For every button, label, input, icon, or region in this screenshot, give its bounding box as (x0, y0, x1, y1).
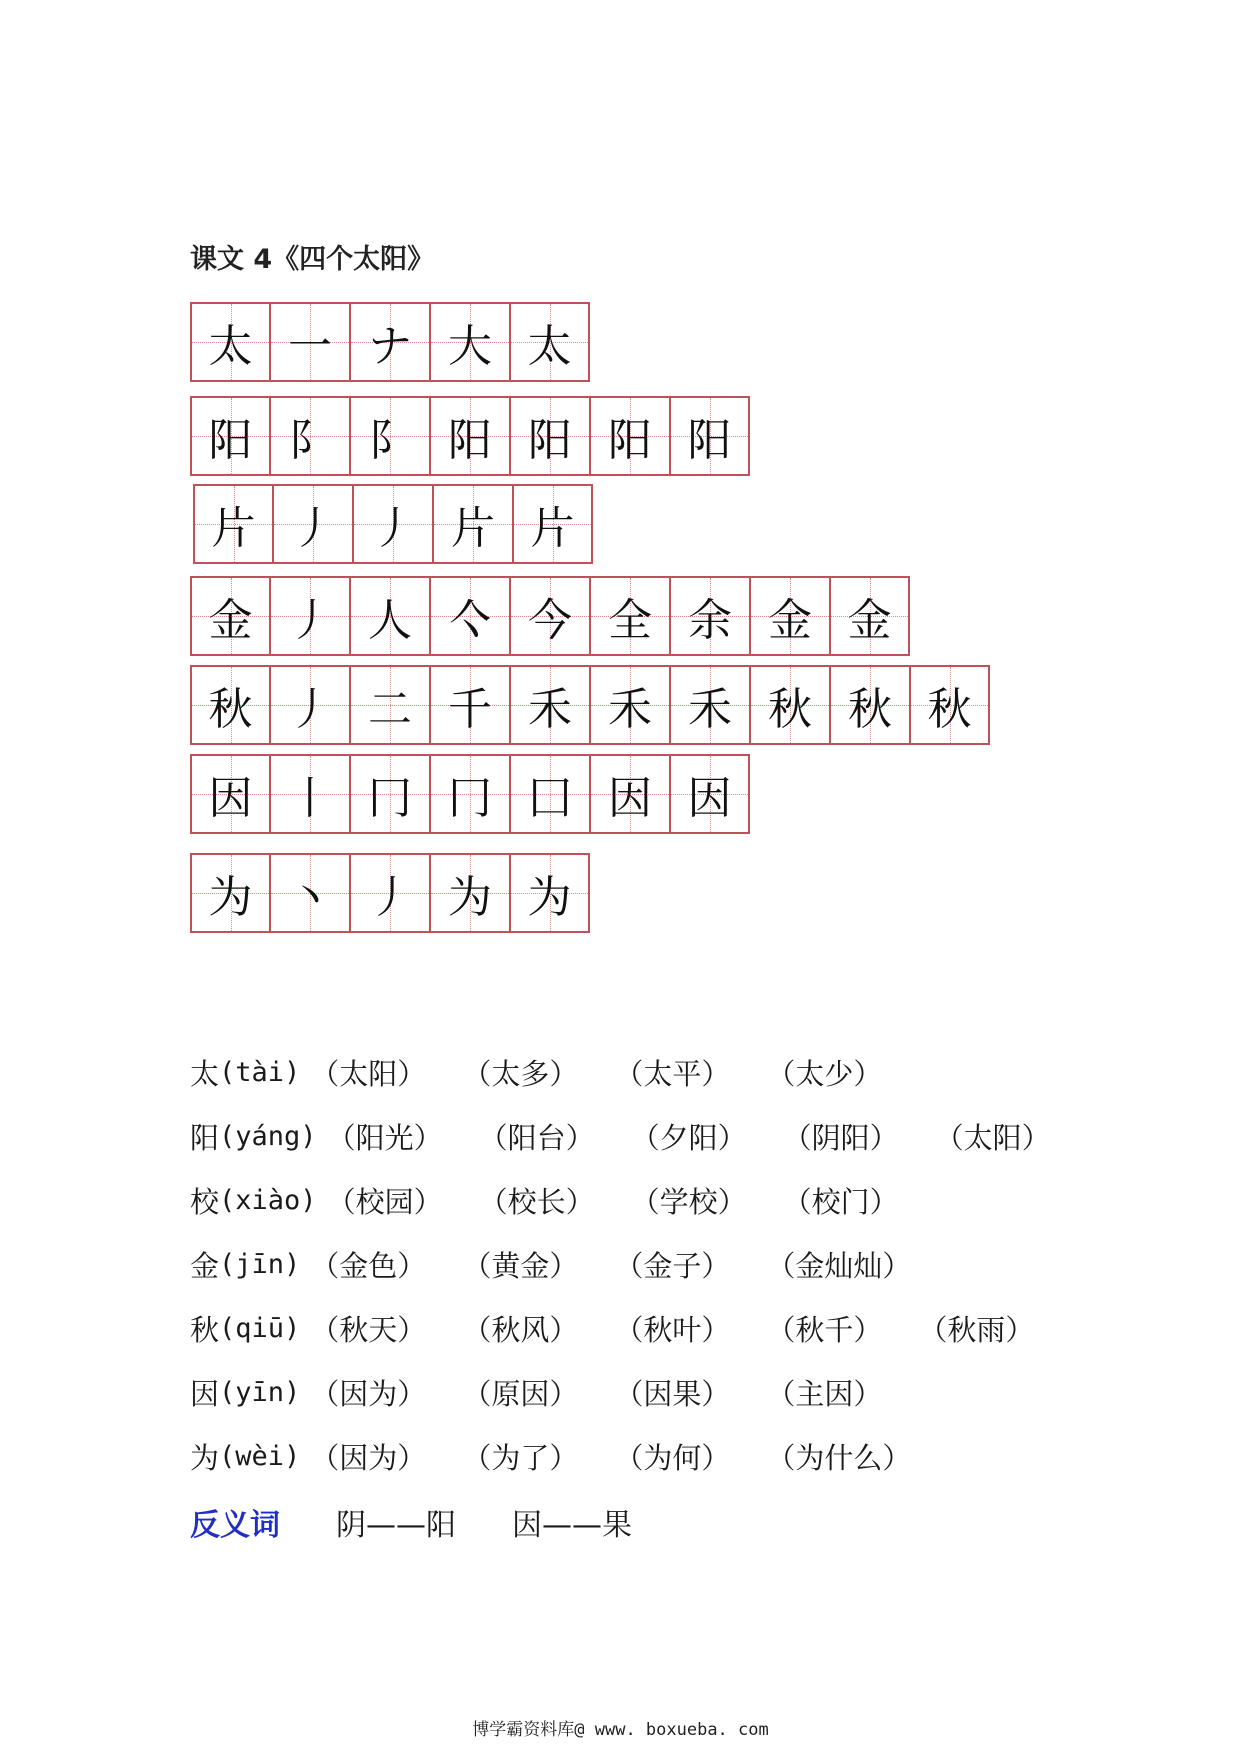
stroke-row-1 (190, 302, 590, 382)
stroke-row-5 (190, 665, 990, 745)
word-item: （太阳） (310, 1056, 427, 1091)
word-item: （金子） (614, 1248, 731, 1283)
stroke-glyph: 金 (208, 595, 253, 646)
stroke-cell (433, 484, 513, 564)
word-pinyin: (qiū) (219, 1312, 301, 1344)
word-pinyin: (wèi) (219, 1440, 301, 1472)
stroke-glyph: 阳 (687, 415, 732, 466)
stroke-row-3 (193, 484, 593, 564)
word-char: 为 (190, 1440, 220, 1475)
stroke-cell (270, 754, 350, 834)
stroke-glyph: 二 (368, 684, 412, 735)
stroke-glyph: 太 (527, 321, 572, 372)
stroke-glyph: 丿 (371, 503, 415, 554)
stroke-glyph: 太 (208, 321, 253, 372)
stroke-cell (190, 396, 270, 476)
stroke-glyph: 秋 (927, 684, 972, 735)
stroke-glyph: 大 (448, 321, 492, 372)
stroke-cell (190, 853, 270, 933)
stroke-cell (430, 302, 510, 382)
stroke-glyph: 因 (208, 773, 253, 824)
word-item: （为什么） (766, 1440, 912, 1475)
stroke-glyph: 千 (448, 684, 492, 735)
word-item: （秋风） (462, 1312, 579, 1347)
stroke-cell (510, 302, 590, 382)
stroke-cell (430, 853, 510, 933)
stroke-glyph: 金 (768, 595, 812, 646)
antonym-pair: 因——果 (512, 1508, 632, 1543)
stroke-cell (430, 754, 510, 834)
stroke-cell (350, 396, 430, 476)
stroke-cell (750, 665, 830, 745)
stroke-cell (350, 853, 430, 933)
stroke-glyph: 秋 (208, 684, 253, 735)
stroke-row-4 (190, 576, 910, 656)
word-item: （秋雨） (918, 1312, 1035, 1347)
word-item: （金灿灿） (766, 1248, 912, 1283)
stroke-glyph: 为 (208, 872, 253, 923)
stroke-glyph: 余 (688, 595, 732, 646)
stroke-glyph: 为 (448, 872, 492, 923)
stroke-cell (670, 576, 750, 656)
stroke-cell (350, 665, 430, 745)
stroke-cell (353, 484, 433, 564)
word-row (190, 1168, 1077, 1232)
stroke-cell (270, 396, 350, 476)
stroke-cell (590, 576, 670, 656)
stroke-glyph: 禾 (608, 684, 652, 735)
word-char: 因 (190, 1376, 220, 1411)
stroke-cell (350, 302, 430, 382)
stroke-glyph: 冂 (448, 773, 492, 824)
stroke-glyph: 片 (211, 503, 256, 554)
stroke-glyph: 片 (451, 503, 495, 554)
stroke-cell (270, 302, 350, 382)
page-title: 课文 4《四个太阳》 (190, 244, 435, 275)
word-item: （校园） (326, 1184, 443, 1219)
stroke-cell (190, 576, 270, 656)
stroke-glyph: 阳 (528, 415, 572, 466)
stroke-row-6 (190, 754, 750, 834)
word-char: 阳 (190, 1120, 220, 1155)
stroke-glyph: 丿 (288, 595, 332, 646)
word-item: （校长） (478, 1184, 595, 1219)
stroke-glyph: 金 (847, 595, 892, 646)
stroke-glyph: 冂 (368, 773, 412, 824)
word-pinyin: (tài) (219, 1056, 301, 1088)
word-item: （阳光） (326, 1120, 443, 1155)
stroke-glyph: 今 (528, 595, 572, 646)
stroke-cell (510, 853, 590, 933)
stroke-cell (830, 576, 910, 656)
footer-watermark: 博学霸资料库@ www. boxueba. com (472, 1720, 769, 1740)
stroke-glyph: 秋 (848, 684, 892, 735)
stroke-glyph: 一 (288, 321, 332, 372)
antonyms-section (190, 1500, 688, 1544)
stroke-glyph: 丿 (291, 503, 335, 554)
stroke-glyph: 秋 (768, 684, 812, 735)
word-item: （因为） (310, 1440, 427, 1475)
word-item: （因果） (614, 1376, 731, 1411)
stroke-glyph: 阳 (608, 415, 652, 466)
word-item: （为了） (462, 1440, 579, 1475)
word-row (190, 1360, 1077, 1424)
word-pinyin: (xiào) (219, 1184, 317, 1216)
word-row (190, 1104, 1077, 1168)
word-row (190, 1424, 1077, 1488)
antonym-pair: 阴——阳 (336, 1508, 456, 1543)
word-pinyin: (yáng) (219, 1120, 317, 1152)
word-row (190, 1296, 1077, 1360)
stroke-glyph: 阝 (288, 415, 332, 466)
stroke-row-7 (190, 853, 590, 933)
stroke-cell (430, 576, 510, 656)
stroke-glyph: 阳 (208, 415, 253, 466)
word-item: （太多） (462, 1056, 579, 1091)
stroke-cell (510, 396, 590, 476)
stroke-cell (670, 396, 750, 476)
stroke-cell (513, 484, 593, 564)
word-item: （秋天） (310, 1312, 427, 1347)
stroke-cell (270, 576, 350, 656)
word-item: （黄金） (462, 1248, 579, 1283)
stroke-cell (910, 665, 990, 745)
word-item: （太平） (614, 1056, 731, 1091)
word-item: （主因） (766, 1376, 883, 1411)
antonyms-label: 反义词 (190, 1508, 280, 1543)
stroke-cell (270, 665, 350, 745)
stroke-glyph: 阳 (448, 415, 492, 466)
stroke-cell (510, 754, 590, 834)
stroke-cell (670, 665, 750, 745)
stroke-glyph: 丨 (288, 773, 332, 824)
word-item: （金色） (310, 1248, 427, 1283)
stroke-glyph: 囗 (528, 773, 572, 824)
word-row (190, 1232, 1077, 1296)
stroke-cell (590, 754, 670, 834)
stroke-cell (670, 754, 750, 834)
word-char: 校 (190, 1184, 220, 1219)
word-item: （阴阳） (782, 1120, 899, 1155)
word-pinyin: (yīn) (219, 1376, 301, 1408)
stroke-cell (350, 754, 430, 834)
word-item: （为何） (614, 1440, 731, 1475)
word-item: （秋叶） (614, 1312, 731, 1347)
stroke-glyph: 为 (527, 872, 572, 923)
word-char: 太 (190, 1056, 220, 1091)
stroke-glyph: 丿 (368, 872, 412, 923)
stroke-cell (430, 396, 510, 476)
stroke-cell (830, 665, 910, 745)
stroke-cell (350, 576, 430, 656)
stroke-cell (750, 576, 830, 656)
stroke-row-2 (190, 396, 750, 476)
stroke-glyph: 亽 (448, 595, 492, 646)
stroke-glyph: ナ (368, 321, 412, 372)
word-item: （太阳） (934, 1120, 1051, 1155)
word-item: （校门） (782, 1184, 899, 1219)
stroke-cell (270, 853, 350, 933)
word-row (190, 1040, 1077, 1104)
stroke-glyph: 丿 (288, 684, 332, 735)
stroke-cell (273, 484, 353, 564)
word-char: 秋 (190, 1312, 220, 1347)
stroke-cell (190, 754, 270, 834)
stroke-cell (590, 396, 670, 476)
word-item: （学校） (630, 1184, 747, 1219)
word-item: （阳台） (478, 1120, 595, 1155)
stroke-cell (430, 665, 510, 745)
word-item: （夕阳） (630, 1120, 747, 1155)
word-list (190, 1040, 1077, 1488)
word-item: （因为） (310, 1376, 427, 1411)
stroke-glyph: 因 (608, 773, 652, 824)
stroke-cell (590, 665, 670, 745)
stroke-glyph: 因 (687, 773, 732, 824)
stroke-glyph: 全 (608, 595, 652, 646)
stroke-cell (193, 484, 273, 564)
stroke-glyph: 禾 (688, 684, 732, 735)
stroke-glyph: 禾 (528, 684, 572, 735)
stroke-glyph: 片 (530, 503, 575, 554)
stroke-cell (190, 302, 270, 382)
stroke-glyph: 人 (368, 595, 412, 646)
stroke-glyph: 阝 (368, 415, 412, 466)
word-item: （原因） (462, 1376, 579, 1411)
word-item: （太少） (766, 1056, 883, 1091)
stroke-glyph: 丶 (288, 872, 332, 923)
word-item: （秋千） (766, 1312, 883, 1347)
word-pinyin: (jīn) (219, 1248, 301, 1280)
stroke-cell (510, 576, 590, 656)
stroke-cell (510, 665, 590, 745)
stroke-cell (190, 665, 270, 745)
word-char: 金 (190, 1248, 220, 1283)
